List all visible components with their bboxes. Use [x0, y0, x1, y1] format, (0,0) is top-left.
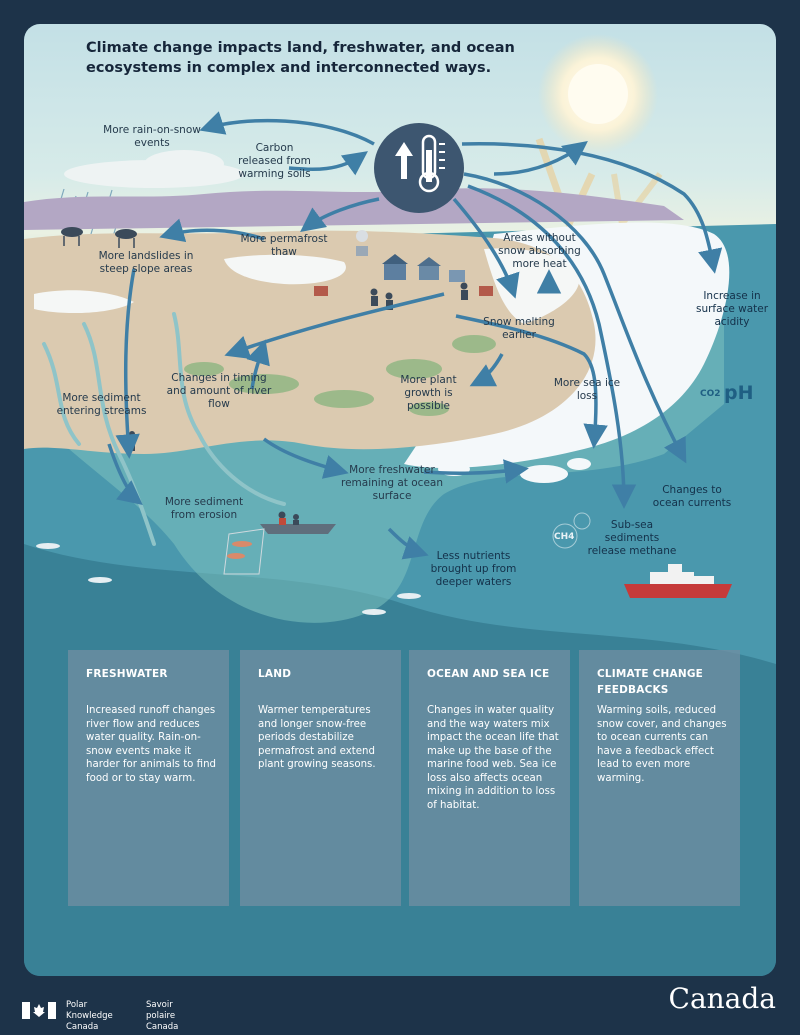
org-fr-line2: Canada	[146, 1022, 179, 1032]
org-name-french	[146, 1000, 178, 1033]
label-nutrients: Less nutrients brought up from deeper waters	[430, 550, 517, 588]
label-landslides: More landslides in steep slope areas	[98, 250, 194, 275]
org-en-line1: Polar Knowledge	[66, 1000, 113, 1021]
thermometer-rising-icon	[374, 123, 464, 213]
org-en-line2: Canada	[66, 1022, 99, 1032]
card-climate-feedbacks	[579, 650, 740, 906]
label-freshwater-surface: More freshwater remaining at ocean surface	[341, 464, 443, 502]
card-heading: OCEAN AND SEA ICE	[427, 668, 550, 680]
card-heading: FRESHWATER	[86, 668, 168, 680]
card-freshwater	[68, 650, 229, 906]
label-carbon-released: Carbon released from warming soils	[238, 142, 311, 180]
label-permafrost-thaw: More permafrost thaw	[240, 233, 328, 258]
card-text: Increased runoff changes river flow and reduces water quality. Rain-on-snow events make it harder for animals to find food or to stay warm.	[86, 705, 216, 784]
org-fr-line1: Savoir polaire	[146, 1000, 176, 1021]
org-name-english	[66, 1000, 113, 1033]
card-heading: CLIMATE CHANGE FEEDBACKS	[597, 668, 704, 696]
label-plant-growth: More plant growth is possible	[400, 374, 457, 412]
label-sea-ice-loss: More sea ice loss	[553, 377, 621, 402]
co2-label: CO2	[700, 389, 721, 399]
page-title: Climate change impacts land, freshwater, and ocean ecosystems in complex and interconnected ways.	[86, 40, 515, 76]
label-sediment-erosion: More sediment from erosion	[164, 496, 244, 521]
label-methane: Sub-sea sediments release methane	[587, 519, 677, 557]
label-surface-acidity: Increase in surface water acidity	[695, 290, 769, 328]
ch4-label: CH4	[554, 532, 575, 542]
label-rain-on-snow: More rain-on-snow events	[103, 124, 201, 149]
label-river-flow: Changes in timing and amount of river flow	[166, 372, 272, 410]
infographic-panel	[24, 24, 776, 976]
card-ocean-sea-ice	[409, 650, 570, 906]
label-ocean-currents: Changes to ocean currents	[652, 484, 732, 509]
card-text: Warmer temperatures and longer snow-free periods destabilize permafrost and extend plant growing seasons.	[258, 705, 376, 770]
card-text: Changes in water quality and the way waters mix impact the ocean life that make up the base of the marine food web. Sea ice loss also affects ocean mixing in addition to loss of habitat.	[427, 705, 559, 811]
card-land	[240, 650, 401, 906]
label-areas-without-snow: Areas without snow absorbing more heat	[498, 232, 581, 270]
canada-wordmark: Canada	[668, 982, 776, 1015]
label-snow-melting: Snow melting earlier	[483, 316, 555, 341]
ph-label: pH	[724, 382, 754, 404]
card-text: Warming soils, reduced snow cover, and changes to ocean currents can have a feedback effect lead to even more warming.	[597, 705, 727, 784]
card-heading: LAND	[258, 668, 292, 680]
label-sediment-streams: More sediment entering streams	[56, 392, 147, 417]
sun-icon	[568, 64, 628, 124]
canada-flag-icon	[22, 1002, 56, 1019]
